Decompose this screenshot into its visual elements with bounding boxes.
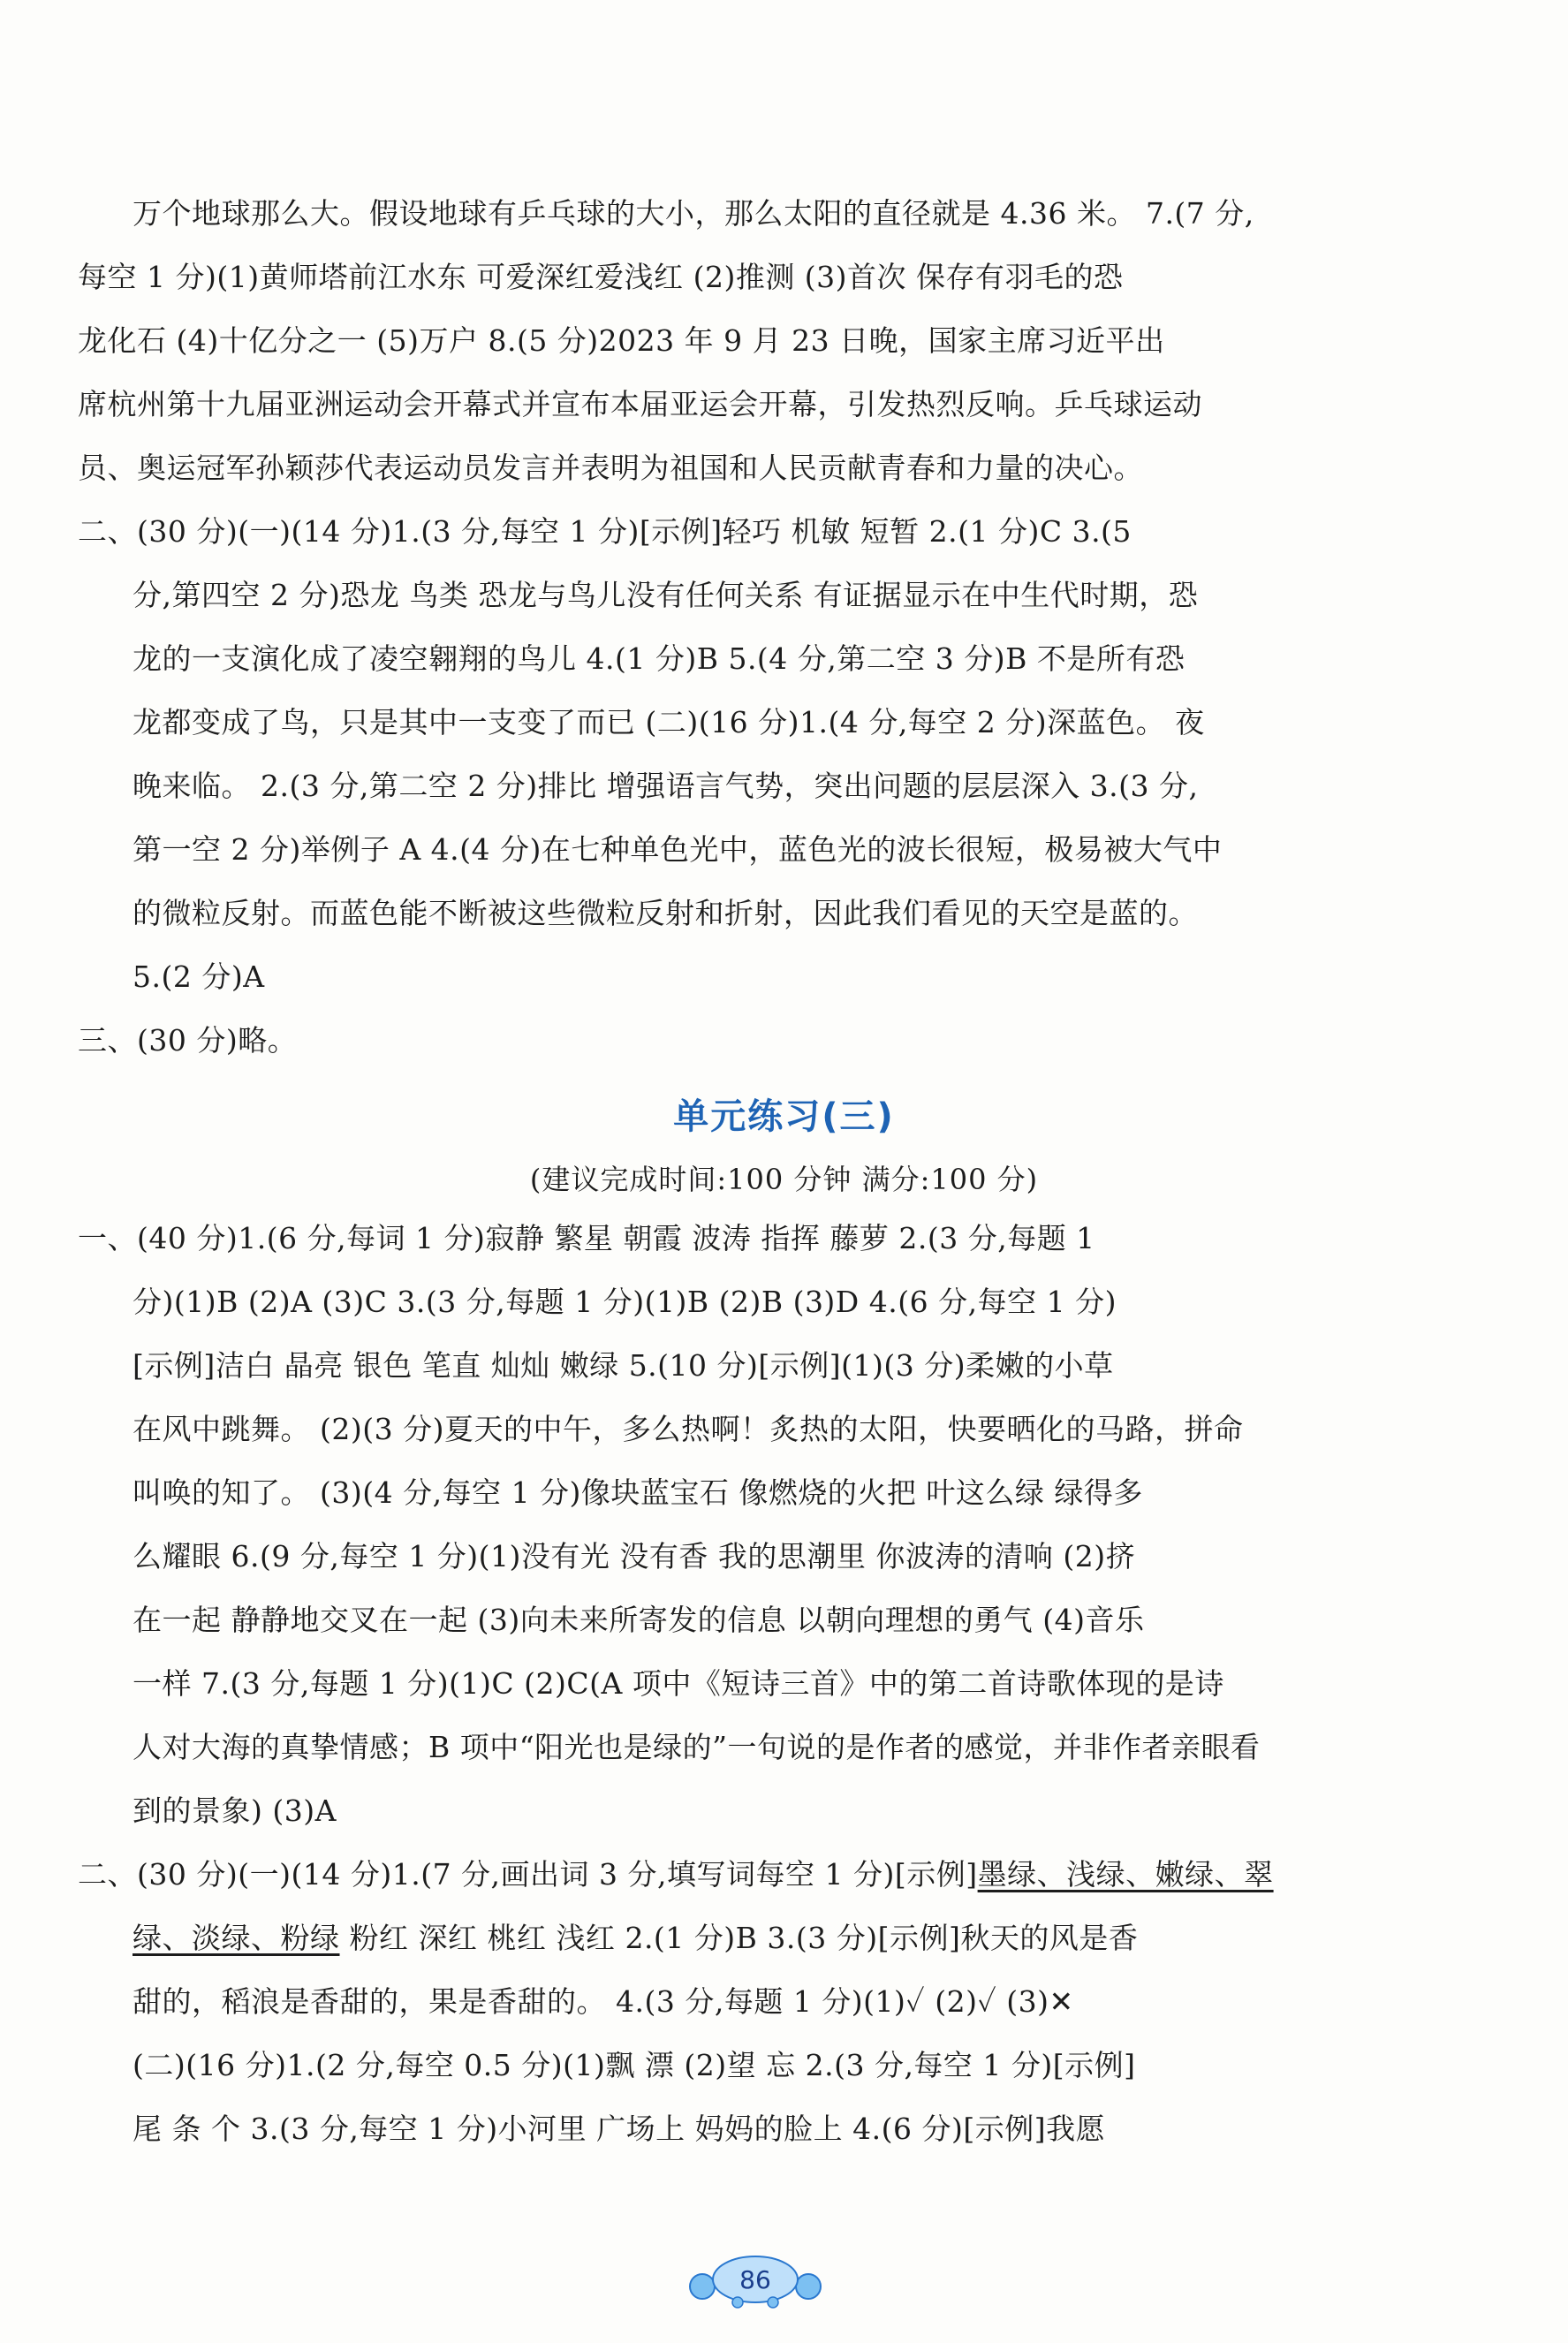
text-line: 员、奥运冠军孙颖莎代表运动员发言并表明为祖国和人民贡献青春和力量的决心。 [78, 451, 1143, 485]
text-line: (二)(16 分)1.(2 分,每空 0.5 分)(1)飘 漂 (2)望 忘 2.(3 分,每空 1 分)[示例] [133, 2048, 1136, 2082]
page-number-badge [685, 2251, 826, 2313]
text-line [78, 1857, 1274, 1892]
text-line: 万个地球那么大。假设地球有乒乓球的大小，那么太阳的直径就是 4.36 米。 7.(7 分, [133, 196, 1254, 231]
text-line: 5.(2 分)A [133, 959, 265, 994]
text-line: 叫唤的知了。 (3)(4 分,每空 1 分)像块蓝宝石 像燃烧的火把 叶这么绿 绿得多 [133, 1475, 1143, 1510]
underlined-words: 绿、淡绿、粉绿 [133, 1921, 340, 1955]
part2-prefix: 二、(30 分)(一)(14 分)1.(7 分,画出词 3 分,填写词每空 1 分)[示例] [78, 1857, 978, 1892]
text-line: 每空 1 分)(1)黄师塔前江水东 可爱深红爱浅红 (2)推测 (3)首次 保存有羽毛的恐 [78, 260, 1124, 294]
text-line: 人对大海的真挚情感；B 项中“阳光也是绿的”一句说的是作者的感觉，并非作者亲眼看 [133, 1730, 1261, 1764]
text-line: 在一起 静静地交叉在一起 (3)向未来所寄发的信息 以朝向理想的勇气 (4)音乐 [133, 1603, 1145, 1637]
page-number: 86 [739, 2265, 771, 2294]
text-line: 分)(1)B (2)A (3)C 3.(3 分,每题 1 分)(1)B (2)B (3)D 4.(6 分,每空 1 分) [133, 1285, 1117, 1319]
text-line: 在风中跳舞。 (2)(3 分)夏天的中午，多么热啊！炙热的太阳，快要晒化的马路，拼命 [133, 1412, 1244, 1446]
text-line: 一样 7.(3 分,每题 1 分)(1)C (2)C(A 项中《短诗三首》中的第二首诗歌体现的是诗 [133, 1666, 1224, 1701]
text-line: 分,第四空 2 分)恐龙 鸟类 恐龙与鸟儿没有任何关系 有证据显示在中生代时期，恐 [133, 578, 1199, 612]
text-line: 龙都变成了鸟，只是其中一支变了而已 (二)(16 分)1.(4 分,每空 2 分)深蓝色。 夜 [133, 705, 1205, 739]
text-line: 么耀眼 6.(9 分,每空 1 分)(1)没有光 没有香 我的思潮里 你波涛的清响 (2)挤 [133, 1539, 1136, 1573]
text-line: 一、(40 分)1.(6 分,每词 1 分)寂静 繁星 朝霞 波涛 指挥 藤萝 2.(3 分,每题 1 [78, 1221, 1095, 1255]
text-line: 第一空 2 分)举例子 A 4.(4 分)在七种单色光中，蓝色光的波长很短，极易被大气中 [133, 832, 1223, 867]
section-title: 单元练习(三) [673, 1096, 895, 1137]
part2-rest: 粉红 深红 桃红 浅红 2.(1 分)B 3.(3 分)[示例]秋天的风是香 [339, 1921, 1139, 1955]
underlined-words: 墨绿、浅绿、嫩绿、翠 [977, 1857, 1274, 1892]
text-line: 到的景象) (3)A [133, 1793, 337, 1828]
text-line: 龙化石 (4)十亿分之一 (5)万户 8.(5 分)2023 年 9 月 23 日晚，国家主席习近平出 [78, 323, 1165, 358]
text-line: 龙的一支演化成了凌空翱翔的鸟儿 4.(1 分)B 5.(4 分,第二空 3 分)B 不是所有恐 [133, 641, 1185, 676]
text-line: 晚来临。 2.(3 分,第二空 2 分)排比 增强语言气势，突出问题的层层深入 3.(3 分, [133, 769, 1199, 803]
text-line: [示例]洁白 晶亮 银色 笔直 灿灿 嫩绿 5.(10 分)[示例](1)(3 分)柔嫩的小草 [133, 1348, 1114, 1383]
text-line: 二、(30 分)(一)(14 分)1.(3 分,每空 1 分)[示例]轻巧 机敏 短暂 2.(1 分)C 3.(5 [78, 514, 1132, 549]
text-line: 甜的，稻浪是香甜的，果是香甜的。 4.(3 分,每题 1 分)(1)✓ (2)✓ (3)✕ [133, 1984, 1074, 2019]
text-line [133, 1921, 1138, 1956]
text-line: 尾 条 个 3.(3 分,每空 1 分)小河里 广场上 妈妈的脸上 4.(6 分)[示例]我愿 [133, 2112, 1106, 2146]
text-line: 的微粒反射。而蓝色能不断被这些微粒反射和折射，因此我们看见的天空是蓝的。 [133, 896, 1198, 930]
section-subtitle: (建议完成时间:100 分钟 满分:100 分) [529, 1163, 1039, 1196]
text-line: 席杭州第十九届亚洲运动会开幕式并宣布本届亚运会开幕，引发热烈反响。乒乓球运动 [78, 387, 1202, 421]
text-line: 三、(30 分)略。 [78, 1023, 298, 1058]
